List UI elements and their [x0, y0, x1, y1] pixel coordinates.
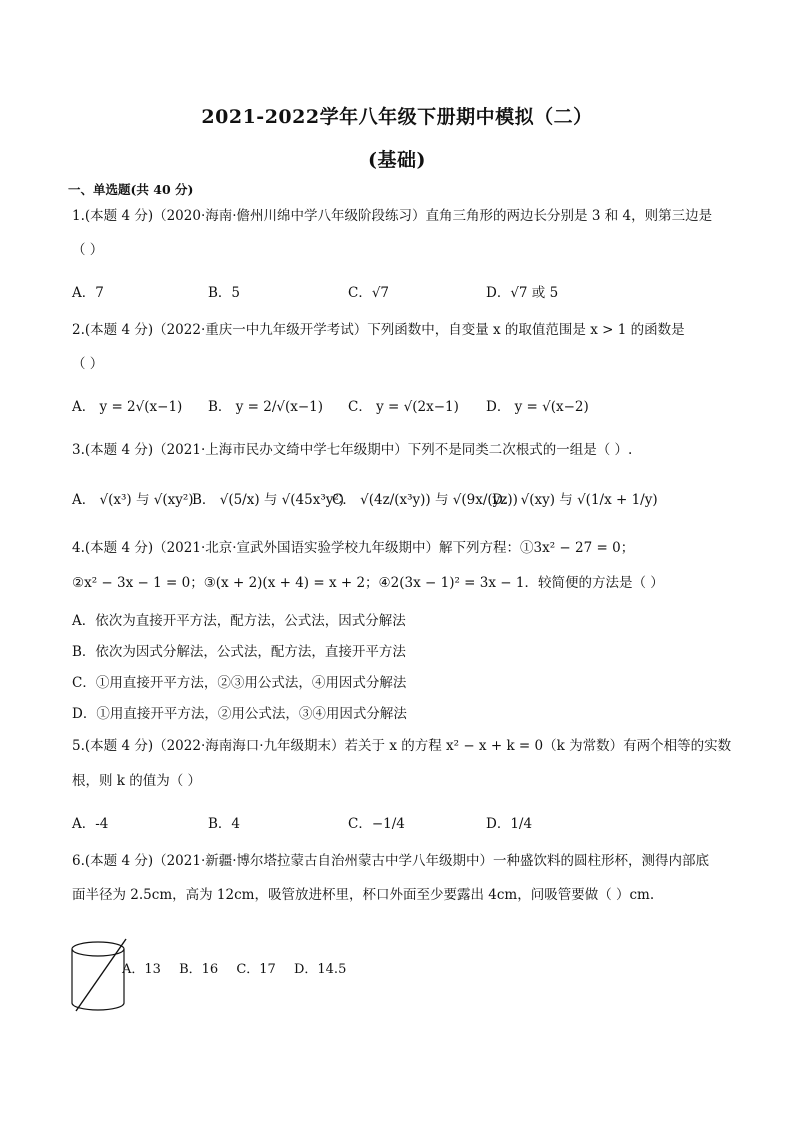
q2-option-b: B． y = 2/√(x−1) [208, 399, 324, 415]
q2-option-a: A． y = 2√(x−1) [72, 399, 183, 415]
question-4-equations: ②x² − 3x − 1 = 0；③(x + 2)(x + 4) = x + 2；④2(3x − 1)² = 3x − 1．较简便的方法是（ ） [72, 575, 664, 591]
question-6-stem-cont: 面半径为 2.5cm，高为 12cm，吸管放进杯里，杯口外面至少要露出 4cm，问吸管要做（ ）cm. [72, 887, 655, 903]
question-3-stem: 3.(本题 4 分)（2021·上海市民办文绮中学七年级期中）下列不是同类二次根式的一组是（ ）. [72, 442, 633, 458]
question-5-stem: 5.(本题 4 分)（2022·海南海口·九年级期末）若关于 x 的方程 x² − x + k = 0（k 为常数）有两个相等的实数 [72, 738, 732, 754]
q4-option-b: B．依次为因式分解法，公式法，配方法，直接开平方法 [72, 644, 406, 660]
question-6-stem: 6.(本题 4 分)（2021·新疆·博尔塔拉蒙古自治州蒙古中学八年级期中）一种盛饮料的圆柱形杯，测得内部底 [72, 853, 710, 869]
cup-with-straw-figure [68, 937, 132, 1017]
q5-option-d: D．1/4 [486, 816, 533, 832]
q1-option-a: A．7 [72, 285, 104, 301]
q3-option-d: D． √(xy) 与 √(1/x + 1/y) [492, 492, 658, 508]
question-1-paren: （ ） [72, 242, 104, 258]
q5-option-c: C．−1/4 [348, 816, 405, 832]
section-heading: 一、单选题(共 40 分) [68, 182, 194, 197]
q6-option-d: D．14.5 [293, 962, 347, 977]
question-2-paren: （ ） [72, 356, 104, 372]
q4-option-d: D．①用直接开平方法，②用公式法，③④用因式分解法 [72, 706, 407, 722]
q5-option-b: B．4 [208, 816, 241, 832]
q3-option-a: A． √(x³) 与 √(xy²) [72, 492, 194, 508]
q1-option-b: B．5 [208, 285, 241, 301]
q1-option-c: C．√7 [348, 285, 390, 301]
q6-options [122, 958, 360, 977]
page-title: 2021-2022学年八年级下册期中模拟（二） [201, 106, 593, 128]
q3-option-c: C． √(4z/(x³y)) 与 √(9x/(yz)) [332, 492, 518, 508]
q4-option-a: A．依次为直接开平方法，配方法，公式法，因式分解法 [72, 613, 406, 629]
q6-option-b: B．16 [179, 962, 219, 977]
q3-option-b: B． √(5/x) 与 √(45x³y²) [192, 492, 345, 508]
question-4-stem: 4.(本题 4 分)（2021·北京·宣武外国语实验学校九年级期中）解下列方程：①3x² − 27 = 0； [72, 540, 635, 556]
q6-option-a: A．13 [122, 962, 161, 977]
q1-option-d: D．√7 或 5 [486, 285, 559, 301]
question-5-stem-cont: 根，则 k 的值为（ ） [72, 773, 202, 789]
question-2-stem: 2.(本题 4 分)（2022·重庆一中九年级开学考试）下列函数中，自变量 x 的取值范围是 x > 1 的函数是 [72, 322, 685, 338]
q2-option-d: D． y = √(x−2) [486, 399, 589, 415]
q2-option-c: C． y = √(2x−1) [348, 399, 459, 415]
question-1-stem: 1.(本题 4 分)（2020·海南·儋州川绵中学八年级阶段练习）直角三角形的两边长分别是 3 和 4，则第三边是 [72, 208, 713, 224]
q4-option-c: C．①用直接开平方法，②③用公式法，④用因式分解法 [72, 675, 407, 691]
page-subtitle: (基础) [368, 149, 426, 171]
q5-option-a: A．-4 [72, 816, 109, 832]
q6-option-c: C．17 [236, 962, 276, 977]
